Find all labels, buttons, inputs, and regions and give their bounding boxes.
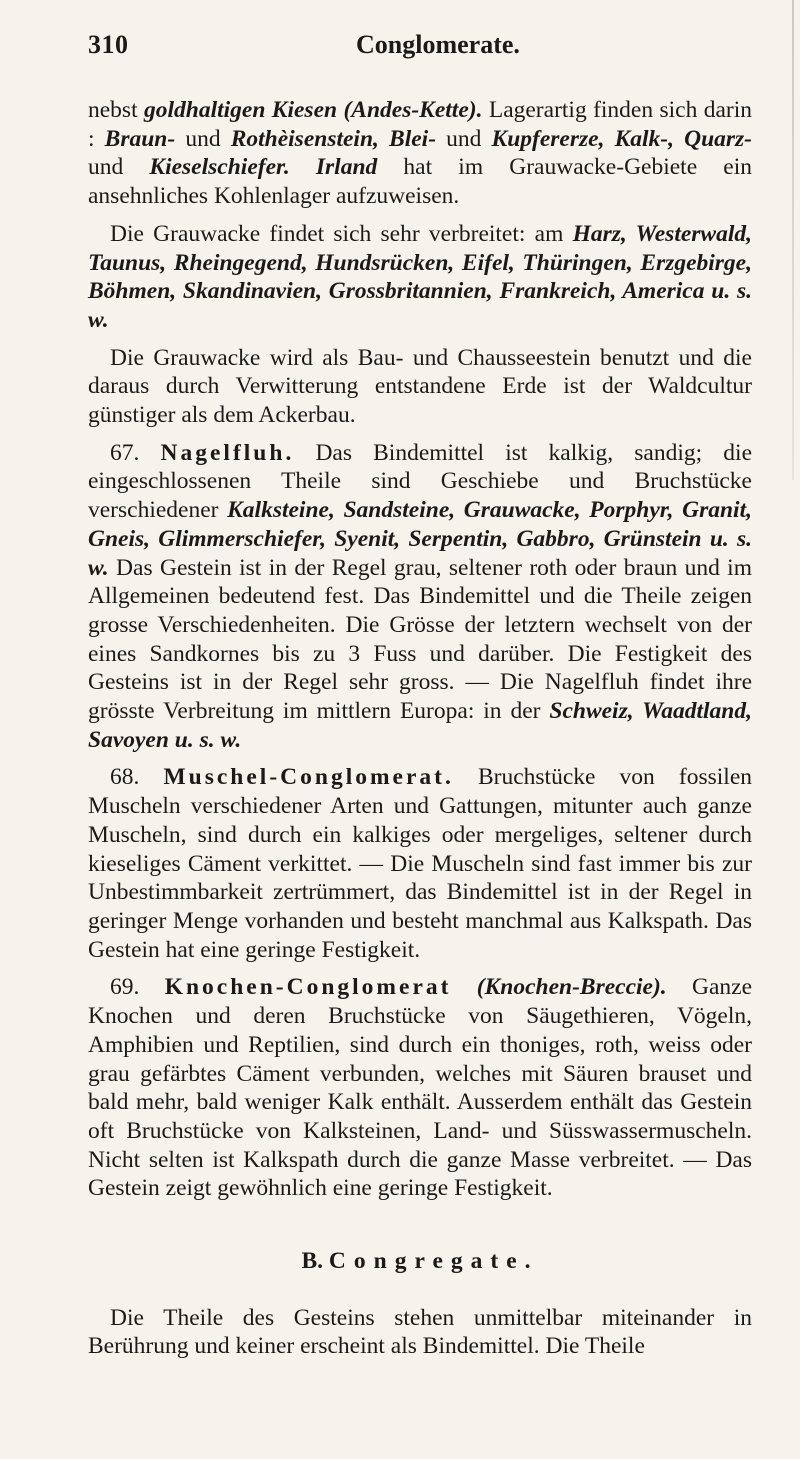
- section-title: Knochen-Conglomerat: [164, 974, 452, 1001]
- paragraph-67: [88, 439, 752, 755]
- text-run: und: [175, 125, 231, 152]
- section-title: Muschel-Conglomerat.: [163, 764, 454, 791]
- emphasis: Kalksteine, Sandsteine, Grauwacke, Porphyr, Granit, Gneis, Glimmerschiefer, Syenit, Serpentin, Gabbro, Grünstein u. s. w.: [88, 497, 752, 581]
- alternate-title: (Knochen-Breccie).: [476, 974, 667, 1001]
- running-head: Conglomerate.: [356, 30, 520, 59]
- section-title: Nagelfluh.: [160, 439, 295, 466]
- paragraph-2: [88, 220, 752, 335]
- text-run: hat im Grauwacke-Gebiete ein ansehnliches Kohlenlager aufzuweisen.: [88, 154, 752, 210]
- paragraph-68: [88, 763, 752, 964]
- section-number: 68.: [110, 764, 140, 791]
- text-run: und: [88, 154, 150, 181]
- emphasis: Kieselschiefer. Irland: [149, 154, 378, 181]
- text-run: Die Theile des Gesteins stehen unmittelbar miteinander in Berührung und keiner erscheint als Bindemittel. Die Theile: [88, 1304, 752, 1360]
- emphasis: Harz, Westerwald, Taunus, Rheingegend, Hundsrücken, Eifel, Thüringen, Erzgebirge, Böhmen, Skandinavien, Grossbritannien, Frankreich, America u. s. w.: [88, 220, 752, 333]
- text-run: nebst: [88, 97, 144, 123]
- text-run: Das Gestein ist in der Regel grau, seltener roth oder braun und im Allgemeinen bedeutend fest. Das Bindemittel und die Theile zeigen grosse Verschiedenheiten. Die Grösse der letztern wechselt von der eines Sandkornes bis zu 3 Fuss und darüber. Die Festigkeit des Gesteins ist in der Regel sehr gross. — Die Nagelfluh findet ihre grösste Verbreitung im mittlern Europa: in der: [88, 554, 752, 725]
- page-number: 310: [88, 30, 129, 59]
- paragraph-69: [88, 973, 752, 1203]
- emphasis: Kupfererze, Kalk-, Quarz-: [491, 125, 753, 152]
- paragraph-congregate: [88, 1304, 752, 1361]
- paragraph-3: [88, 344, 752, 430]
- text-run: Die Grauwacke wird als Bau- und Chausseestein benutzt und die daraus durch Verwitterung entstandene Erde ist der Waldcultur günstiger als dem Ackerbau.: [88, 344, 752, 429]
- text-run: und: [436, 125, 492, 152]
- text-run: Bruchstücke von fossilen Muscheln verschiedener Arten und Gattungen, mitunter auch ganze Muscheln, sind durch ein kalkiges oder mergeliges, seltener durch kieseliges Cäment verkittet. — Die Muscheln sind fast immer bis zur Unbestimmbarkeit zertrümmert, das Bindemittel ist in der Regel in geringer Menge vorhanden und besteht manchmal aus Kalkspath. Das Gestein hat eine geringe Festigkeit.: [88, 764, 752, 963]
- emphasis: Rothèisenstein, Blei-: [230, 125, 437, 152]
- page-body: [88, 96, 752, 1361]
- text-run: Das Bindemittel ist kalkig, sandig; die eingeschlossenen Theile sind Geschiebe und Bruchstücke verschiedener: [88, 439, 753, 524]
- text-run: Ganze Knochen und deren Bruchstücke von Säugethieren, Vögeln, Amphibien und Reptilien, sind durch ein thoniges, roth, weiss oder grau gefärbtes Cäment verbunden, welches mit Säuren brauset und bald mehr, bald weniger Kalk enthält. Ausserdem enthält das Gestein oft Bruchstücke von Kalksteinen, Land- und Süsswassermuscheln. Nicht selten ist Kalkspath durch die ganze Masse verbreitet. — Das Gestein zeigt gewöhnlich eine geringe Festigkeit.: [88, 974, 753, 1202]
- paragraph-1: [88, 96, 752, 211]
- section-letter: B.: [301, 1248, 324, 1275]
- section-heading: [88, 1247, 752, 1276]
- section-heading-title: Congregate.: [328, 1248, 539, 1275]
- text-run: Lagerartig finden sich darin :: [88, 97, 752, 152]
- emphasis: Braun-: [104, 125, 176, 152]
- page-header: [88, 30, 752, 70]
- emphasis: goldhaltigen Kiesen (Andes-Kette).: [143, 97, 483, 123]
- page-edge-shadow: [792, 0, 794, 480]
- section-number: 67.: [110, 439, 140, 466]
- emphasis: Schweiz, Waadtland, Savoyen u. s. w.: [88, 698, 752, 753]
- section-number: 69.: [110, 974, 140, 1001]
- text-run: Die Grauwacke findet sich sehr verbreitet: am: [110, 220, 573, 247]
